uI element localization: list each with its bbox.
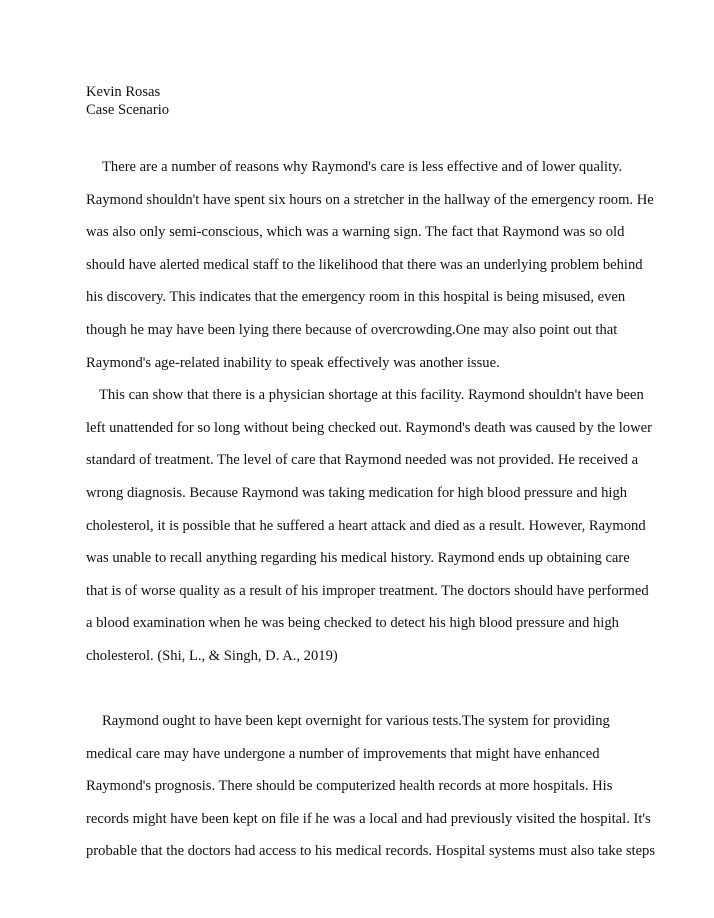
paragraph-2	[86, 379, 652, 705]
paragraph-line: Raymond's prognosis. There should be computerized health records at more hospitals. His	[86, 778, 613, 795]
paragraph-3	[86, 705, 656, 868]
paragraph-line: There are a number of reasons why Raymond's care is less effective and of lower quality.	[102, 159, 623, 175]
paragraph-line: standard of treatment. The level of care that Raymond needed was not provided. He received a	[86, 452, 639, 469]
paragraph-line: cholesterol. (Shi, L., & Singh, D. A., 2019)	[86, 647, 338, 664]
paragraph-line: was unable to recall anything regarding his medical history. Raymond ends up obtaining care	[86, 550, 630, 567]
paragraph-line: medical care may have undergone a number of improvements that might have enhanced	[86, 745, 600, 762]
paragraph-line: left unattended for so long without being checked out. Raymond's death was caused by the lower	[86, 419, 652, 436]
paragraph-line: This can show that there is a physician shortage at this facility. Raymond shouldn't have been	[99, 387, 644, 404]
paragraph-line: wrong diagnosis. Because Raymond was taking medication for high blood pressure and high	[86, 484, 628, 501]
paragraph-line: cholesterol, it is possible that he suffered a heart attack and died as a result. However, Raymond	[86, 517, 646, 534]
paragraph-line: though he may have been lying there because of overcrowding.One may also point out that	[86, 321, 618, 338]
document-subtitle: Case Scenario	[86, 102, 170, 118]
paragraph-line: probable that the doctors had access to his medical records. Hospital systems must also take steps	[86, 843, 656, 860]
paragraph-line: his discovery. This indicates that the emergency room in this hospital is being misused, even	[86, 289, 626, 306]
paragraph-line: a blood examination when he was being checked to detect his high blood pressure and high	[86, 615, 619, 632]
paragraph-line: was also only semi-conscious, which was a warning sign. The fact that Raymond was so old	[86, 224, 625, 241]
paragraph-line: Raymond ought to have been kept overnight for various tests.The system for providing	[102, 713, 610, 730]
author-name: Kevin Rosas	[86, 84, 161, 100]
document-header	[86, 83, 169, 119]
paragraph-1	[86, 151, 654, 379]
document-body	[86, 151, 656, 868]
paragraph-line: Raymond's age-related inability to speak effectively was another issue.	[86, 354, 500, 371]
paragraph-line: Raymond shouldn't have spent six hours on a stretcher in the hallway of the emergency room. He	[86, 191, 654, 208]
paragraph-line: records might have been kept on file if he was a local and had previously visited the hospital. It's	[86, 810, 651, 827]
paragraph-line: should have alerted medical staff to the likelihood that there was an underlying problem behind	[86, 256, 643, 273]
paragraph-line: that is of worse quality as a result of his improper treatment. The doctors should have performed	[86, 582, 649, 599]
paragraph-line	[86, 673, 646, 706]
